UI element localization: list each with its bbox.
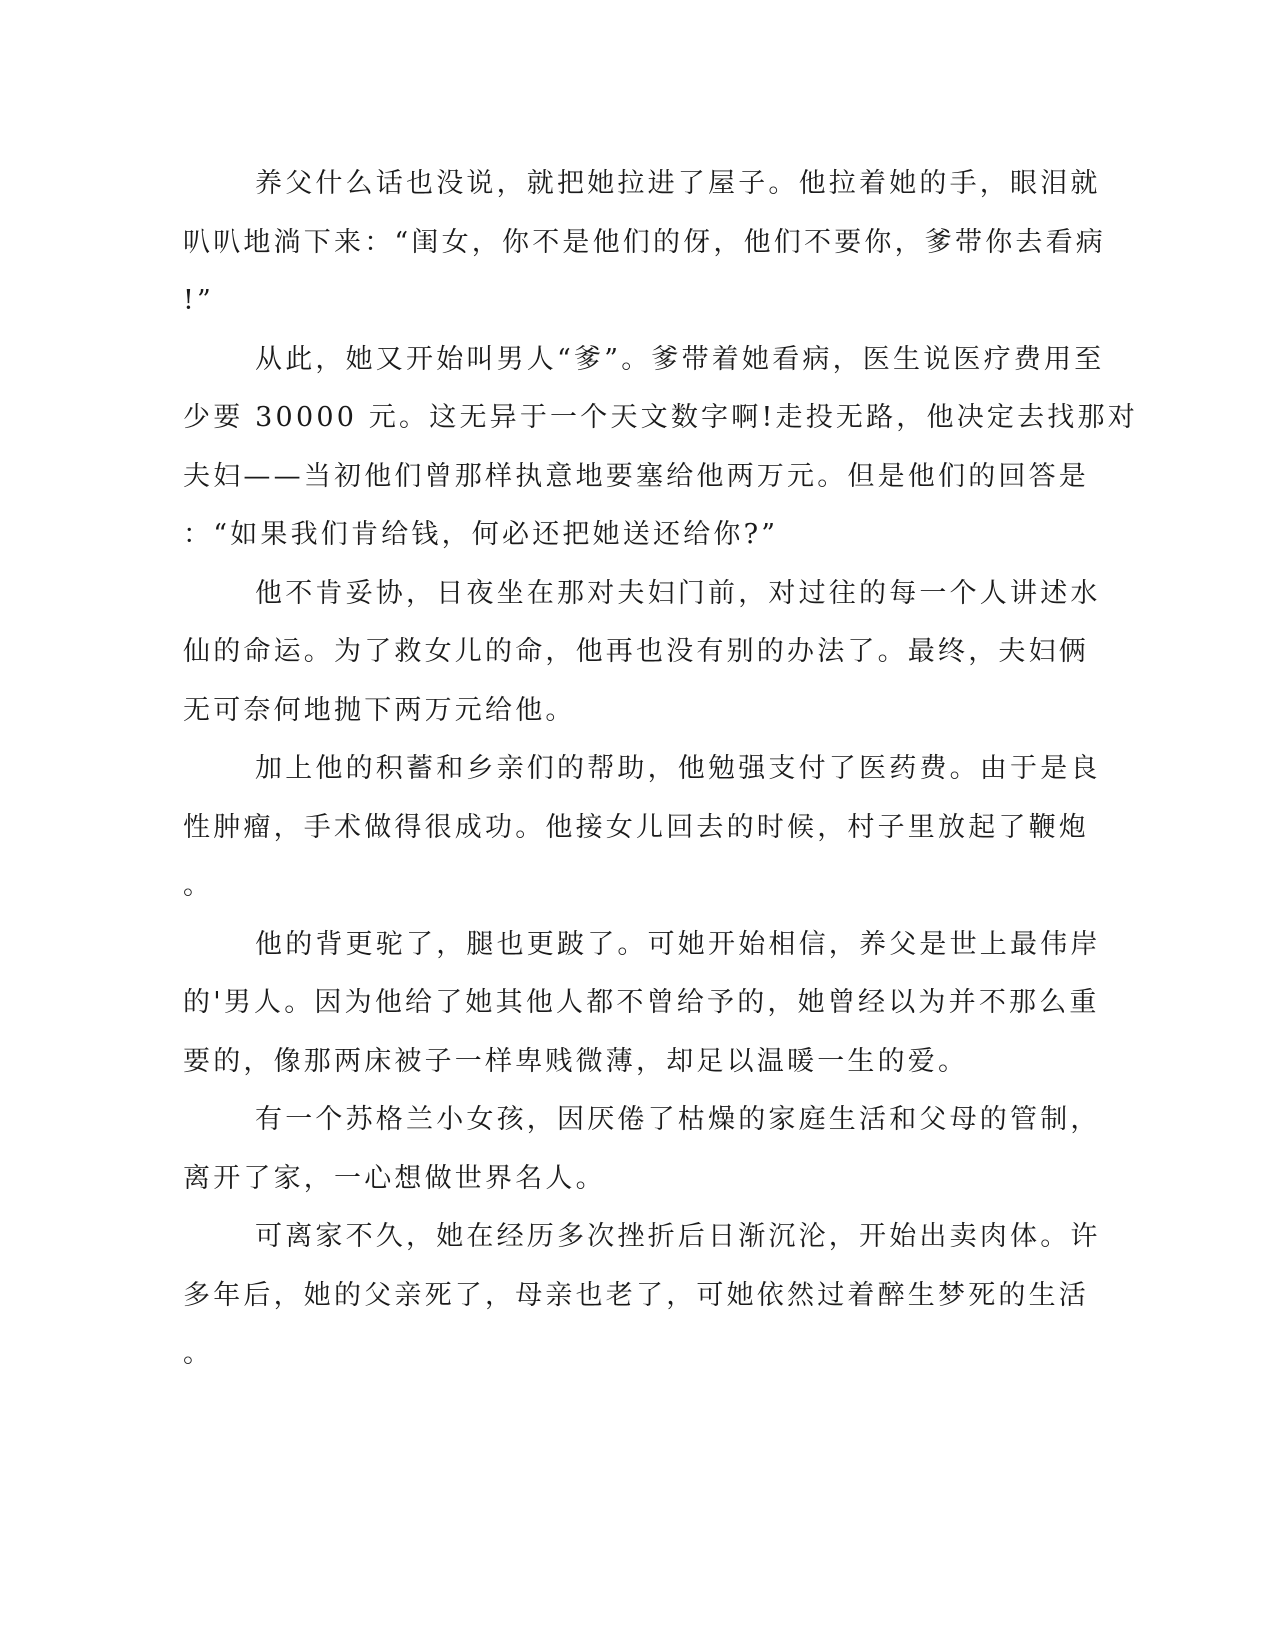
text-line: 仙的命运。为了救女儿的命，他再也没有别的办法了。最终，夫妇俩: [183, 636, 1089, 667]
text-line: 要的，像那两床被子一样卑贱微薄，却足以温暖一生的爱。: [183, 1045, 969, 1077]
text-line: 离开了家，一心想做世界名人。: [183, 1162, 606, 1194]
body-text: [183, 155, 1138, 1384]
text-line: 叭叭地淌下来：“闺女，你不是他们的伢，他们不要你，爹带你去看病: [183, 226, 1107, 258]
text-line: 性肿瘤，手术做得很成功。他接女儿回去的时候，村子里放起了鞭炮: [183, 811, 1089, 843]
text-line: 养父什么话也没说，就把她拉进了屋子。他拉着她的手，眼泪就: [255, 168, 1101, 199]
text-line: 。: [183, 870, 214, 901]
text-line: 他的背更驼了，腿也更跛了。可她开始相信，养父是世上最伟岸: [255, 928, 1101, 960]
text-line: 有一个苏格兰小女孩，因厌倦了枯燥的家庭生活和父母的管制，: [255, 1104, 1101, 1135]
text-line: !”: [183, 285, 215, 316]
text-line: 可离家不久，她在经历多次挫折后日渐沉沦，开始出卖肉体。许: [255, 1221, 1101, 1252]
text-line: 。: [183, 1338, 214, 1369]
text-line: 从此，她又开始叫男人“爹”。爹带着她看病，医生说医疗费用至: [255, 343, 1105, 375]
text-line: 少要 30000 元。这无异于一个天文数字啊!走投无路，他决定去找那对: [183, 402, 1138, 433]
text-line: 的'男人。因为他给了她其他人都不曾给予的，她曾经以为并不那么重: [183, 987, 1100, 1018]
text-line: 加上他的积蓄和乡亲们的帮助，他勉强支付了医药费。由于是良: [255, 753, 1101, 784]
text-line: 多年后，她的父亲死了，母亲也老了，可她依然过着醉生梦死的生活: [183, 1279, 1089, 1311]
text-line: ：“如果我们肯给钱，何必还把她送还给你?”: [183, 519, 779, 550]
text-line: 夫妇——当初他们曾那样执意地要塞给他两万元。但是他们的回答是: [183, 460, 1089, 492]
text-line: 无可奈何地抛下两万元给他。: [183, 694, 576, 726]
text-line: 他不肯妥协，日夜坐在那对夫妇门前，对过往的每一个人讲述水: [255, 577, 1101, 609]
